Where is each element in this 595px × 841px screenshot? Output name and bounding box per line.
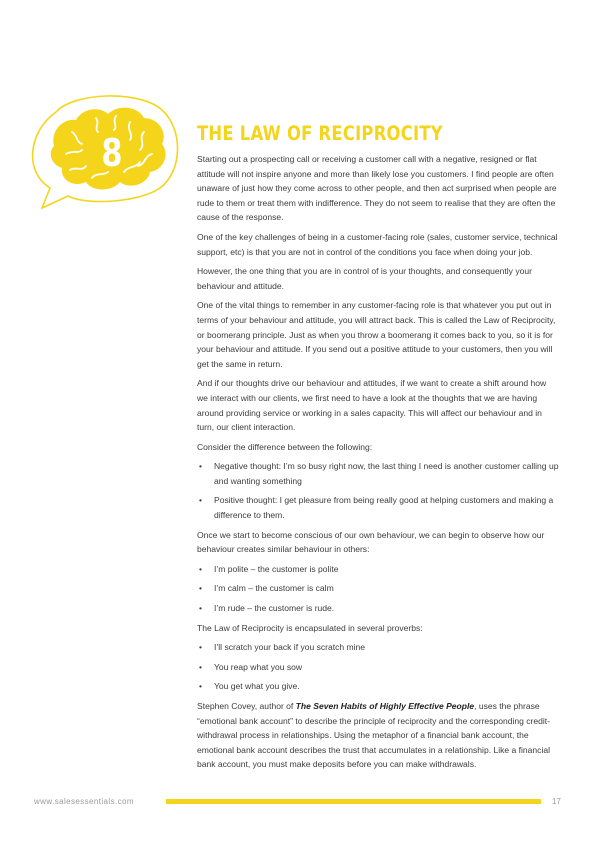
behaviour-list xyxy=(197,562,559,616)
paragraph: Once we start to become conscious of our own behaviour, we can begin to observe how our behaviour creates similar behaviour in others: xyxy=(197,529,545,555)
list-item: • Positive thought: I get pleasure from being really good at helping customers and making a difference to them. xyxy=(197,493,559,522)
book-title: The Seven Habits of Highly Effective People xyxy=(295,701,475,711)
body-text xyxy=(197,152,559,777)
list-item: • You get what you give. xyxy=(197,679,559,694)
list-item: • Negative thought: I’m so busy right now, the last thing I need is another customer calling up and wanting something xyxy=(197,459,559,488)
thought-list xyxy=(197,459,559,522)
chapter-number: 8 xyxy=(101,131,123,176)
paragraph: And if our thoughts drive our behaviour and attitudes, if we want to create a shift around how we interact with our clients, we first need to have a look at the thoughts that we are having around providing service or working in a sales capacity. This will affect our behaviour and in turn, our client interaction. xyxy=(197,378,547,433)
list-item: • I’m rude – the customer is rude. xyxy=(197,601,559,616)
footer-url: www.salesessentials.com xyxy=(34,797,134,806)
paragraph: However, the one thing that you are in control of is your thoughts, and consequently your behaviour and attitude. xyxy=(197,266,532,291)
page-number: 17 xyxy=(552,797,561,806)
list-item: • You reap what you sow xyxy=(197,660,559,675)
brain-icon xyxy=(12,88,182,210)
page-title: THE LAW OF RECIPROCITY xyxy=(197,122,443,145)
paragraph: Starting out a prospecting call or receiving a customer call with a negative, resigned or flat attitude will not inspire anyone and more than likely lose you customers. I find people are often unaware of just how they come across to other people, and then act surprised when people are rude to them or treat them with indifference. They do not seem to realise that they are often the cause of the response. xyxy=(197,154,557,223)
paragraph: The Law of Reciprocity is encapsulated in several proverbs: xyxy=(197,622,423,633)
list-item: • I’m calm – the customer is calm xyxy=(197,581,559,596)
paragraph: Consider the difference between the following: xyxy=(197,441,373,452)
footer-divider xyxy=(166,799,541,804)
paragraph: One of the key challenges of being in a customer-facing role (sales, customer service, technical support, etc) is that you are not in control of the conditions you face when doing your job. xyxy=(197,231,558,257)
paragraph: One of the vital things to remember in any customer-facing role is that whatever you put out in terms of your behaviour and attitude, you will attract back. This is called the Law of Reciprocity, or boomerang principle. Just as when you throw a boomerang it comes back to you, so it is for your behaviour and attitude. If you send out a positive attitude to your customers, then you will get the same in return. xyxy=(197,300,556,369)
list-item: • I’m polite – the customer is polite xyxy=(197,562,559,577)
covey-intro: Stephen Covey, author of xyxy=(197,701,296,711)
list-item: • I’ll scratch your back if you scratch mine xyxy=(197,640,559,655)
proverb-list xyxy=(197,640,559,694)
covey-paragraph xyxy=(197,699,559,772)
covey-rest: , uses the phrase “emotional bank account” to describe the principle of reciprocity and the corresponding credit-withdrawal process in relationships. Using the metaphor of a financial bank account, the emotional bank account describes the trust that accumulates in a relationship. Like a financial bank account, you must make deposits before you can make withdrawals. xyxy=(197,701,550,770)
